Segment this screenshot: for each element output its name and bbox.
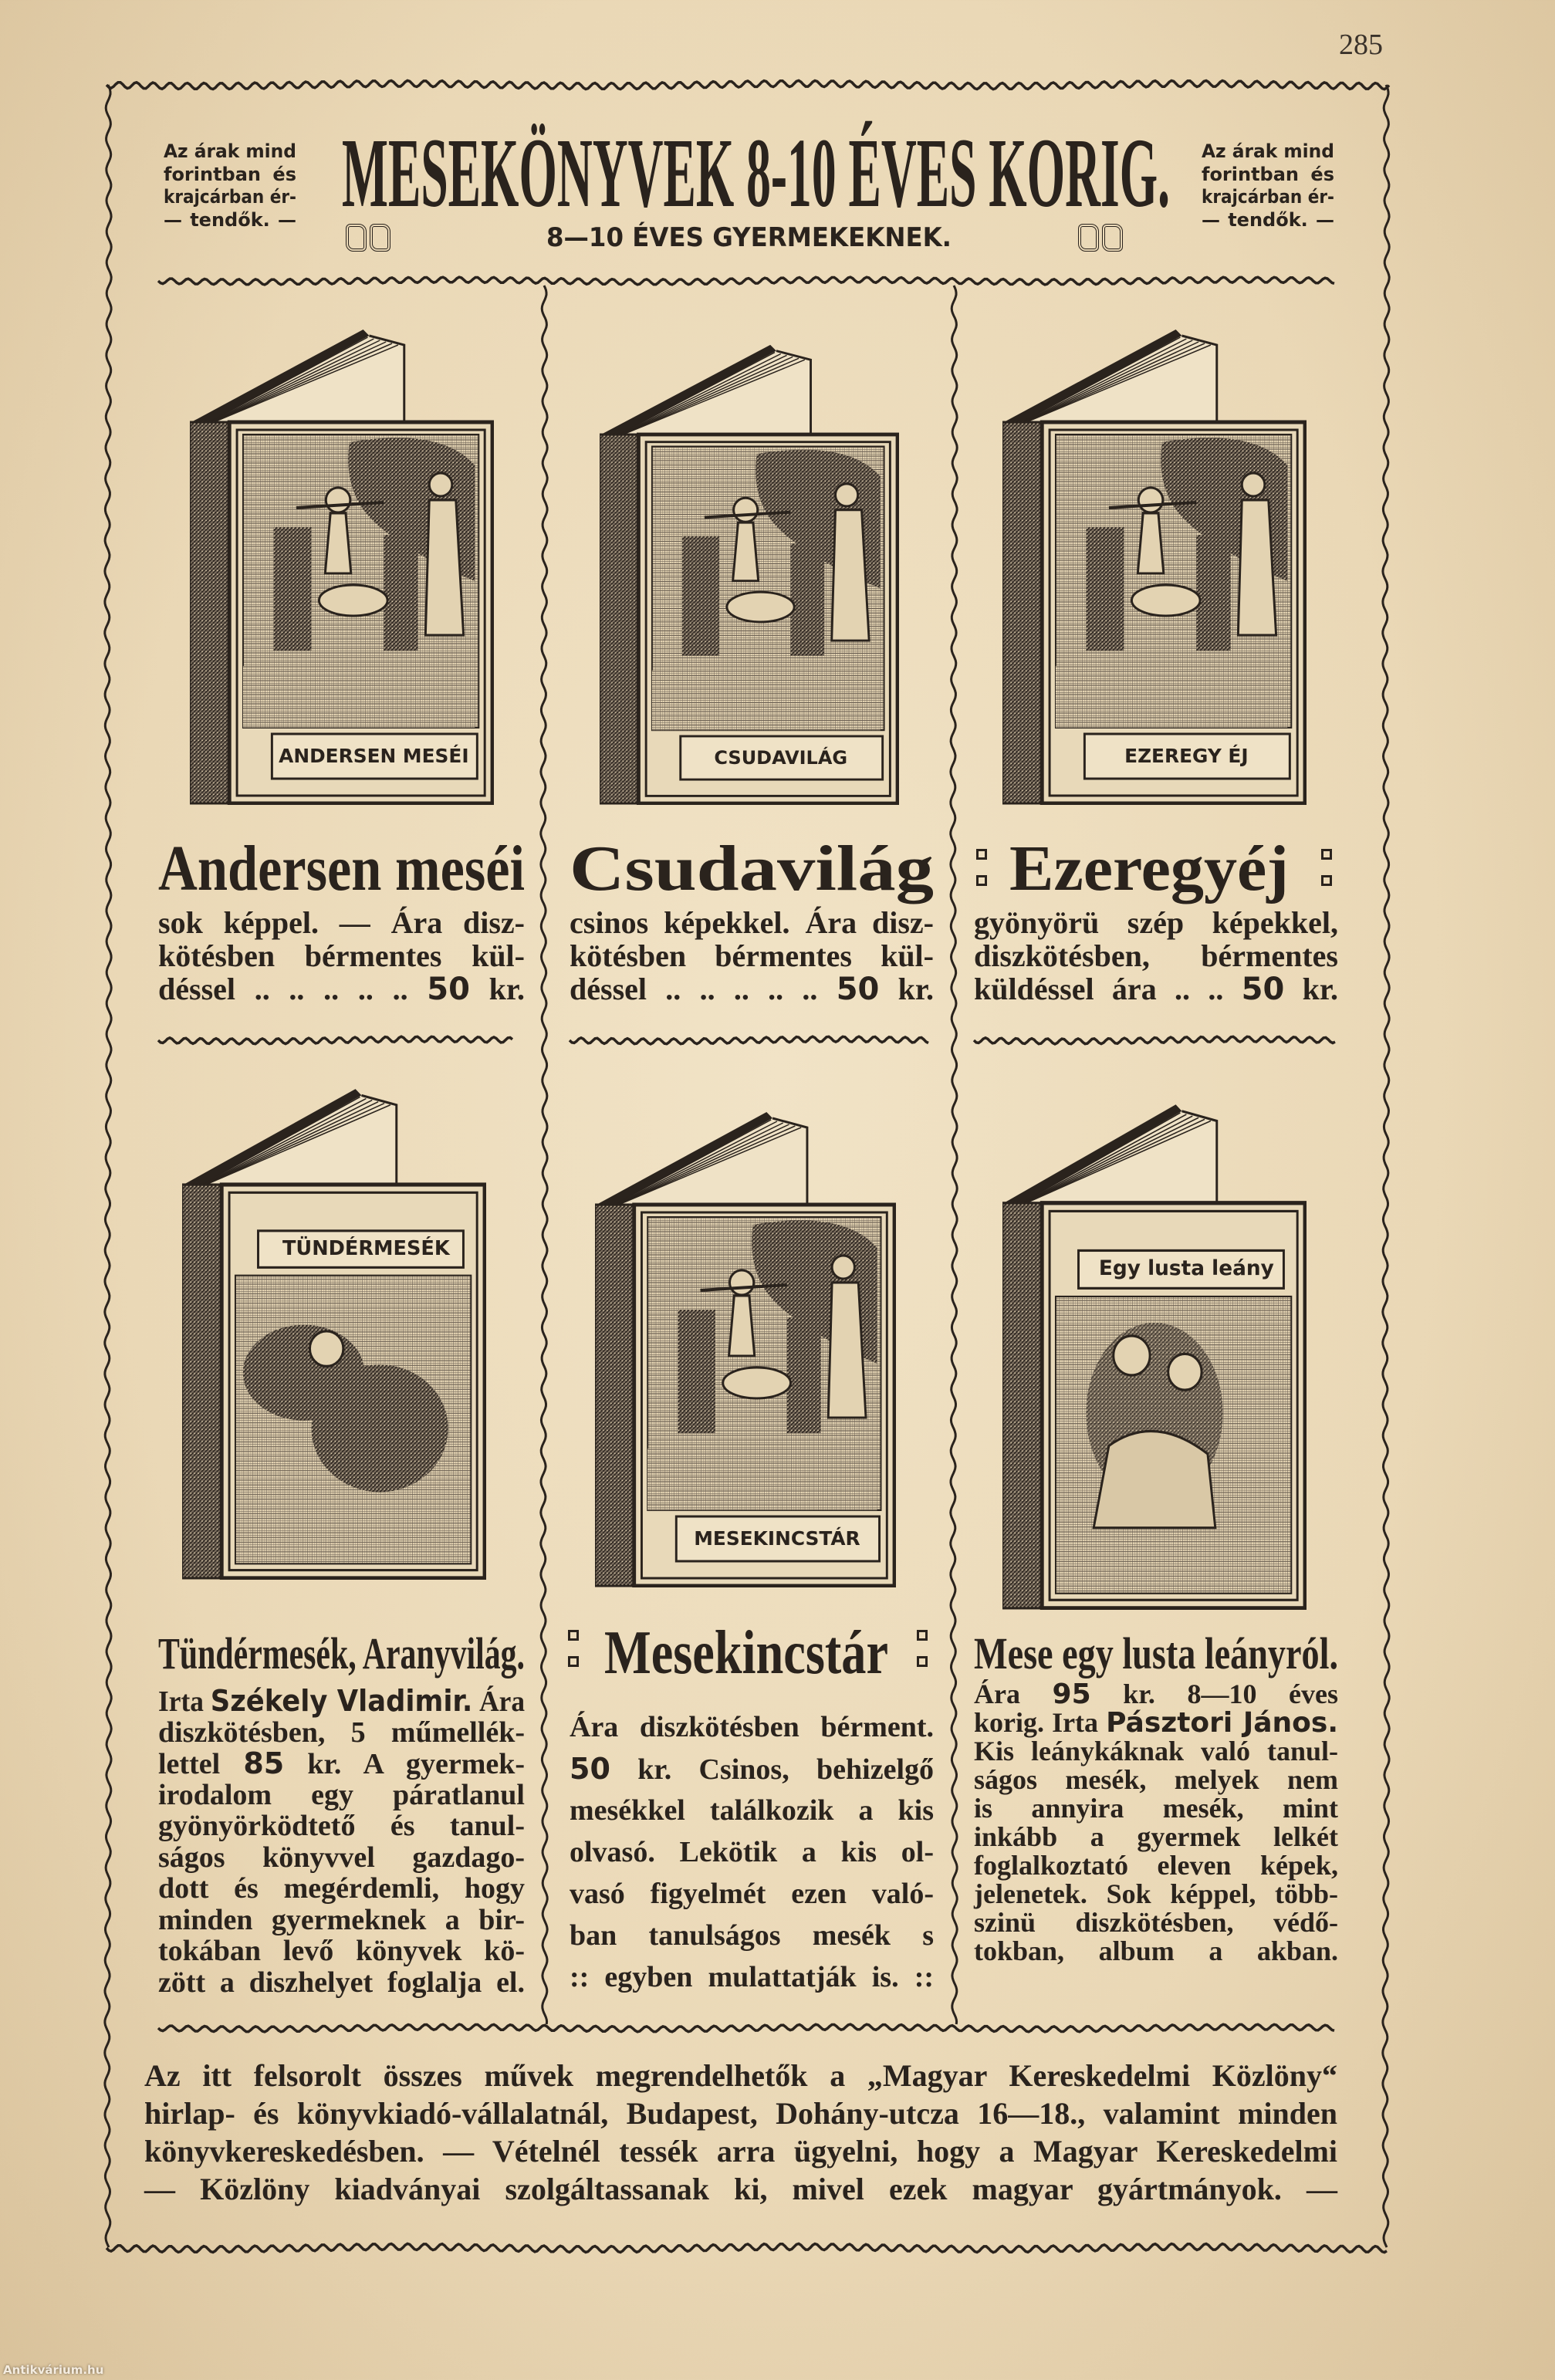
page-subtitle (546, 222, 952, 253)
book-description (158, 906, 525, 1006)
description-line: diszkötésben, bérmentes (974, 938, 1338, 973)
book-title (604, 1621, 888, 1685)
description-line: mesékkel találkozik a kis (570, 1794, 934, 1827)
description-line: küldéssel ára .. .. 50 kr. (974, 972, 1338, 1007)
description-line: korig. Irta Pásztori János. (974, 1707, 1339, 1739)
description-line: lettel 85 kr. A gyermek- (158, 1746, 526, 1780)
book-title-text: Csudavilág (570, 833, 934, 904)
row-divider-2 (570, 1036, 928, 1044)
description-line: ságos mesék, melyek nem (974, 1764, 1338, 1795)
description-line: kötésben bérmentes kül- (158, 938, 525, 973)
book-drawing (182, 1086, 486, 1580)
book-cover-illustration (1002, 326, 1307, 805)
cover-label (1090, 734, 1282, 779)
frame-bottom-border (106, 2243, 1387, 2252)
price-emphasis: Székely Vladimir. (210, 1684, 473, 1718)
cover-label-text: Egy lusta leány (1098, 1257, 1274, 1281)
description-line: Ára 95 kr. 8—10 éves (974, 1679, 1338, 1710)
book-title-text: Andersen meséi (158, 833, 525, 904)
row-divider-3 (974, 1036, 1335, 1044)
frame-left-border (105, 85, 111, 2247)
book-title-text: Mesekincstár (604, 1619, 888, 1687)
description-line: jelenetek. Sok képpel, több- (974, 1878, 1338, 1909)
cover-label-text: EZEREGY ÉJ (1124, 745, 1249, 767)
cover-label-text: CSUDAVILÁG (714, 746, 848, 769)
description-line: dott és megérdemli, hogy (158, 1872, 525, 1905)
description-line: déssel .. .. .. .. .. 50 kr. (570, 972, 935, 1007)
book-title (158, 1630, 525, 1677)
price-note-line: — tendők. — (1202, 208, 1334, 231)
cover-label (687, 736, 875, 779)
ordering-notice (144, 2057, 1337, 2208)
book-description (570, 906, 934, 1006)
description-line: diszkötésben, 5 műmellék- (158, 1716, 525, 1749)
cover-illustration-figures (1086, 1323, 1222, 1528)
description-line: szinü diszkötésben, védő- (974, 1907, 1338, 1938)
page-subtitle-text: 8—10 ÉVES GYERMEKEKNEK. (546, 222, 952, 253)
description-line: Irta Székely Vladimir. Ára (158, 1684, 525, 1718)
cover-label-text: ANDERSEN MESÉI (279, 745, 469, 767)
description-line: inkább a gyermek lelkét (974, 1821, 1338, 1852)
book-cover-illustration (182, 1086, 486, 1580)
book-description (570, 1706, 934, 1998)
frame-right-border (1383, 85, 1389, 2247)
price-note-line: krajcárban ér- (164, 186, 296, 208)
price-emphasis: Pásztori János. (1106, 1707, 1339, 1739)
cover-label-text: TÜNDÉRMESÉK (282, 1236, 450, 1260)
description-line: tokban, album a akban. (974, 1935, 1338, 1966)
price-note-line: — tendők. — (164, 208, 296, 231)
description-line: foglalkoztató eleven képek, (974, 1850, 1338, 1881)
description-line: sok képpel. — Ára disz- (158, 905, 525, 940)
row-divider-1 (158, 1036, 512, 1044)
description-line: gyönyörü szép képekkel, (974, 905, 1338, 940)
price-note-line: Az árak mind (1202, 140, 1334, 162)
price-emphasis: 50 (1241, 972, 1285, 1007)
description-line: zött a diszhelyet foglalja el. (158, 1966, 525, 1999)
ornament-square-icon (1321, 875, 1332, 886)
description-line: is annyira mesék, mint (974, 1793, 1338, 1824)
ornament-square-icon (917, 1656, 928, 1667)
header-divider (158, 277, 1334, 285)
book-drawing (1002, 1101, 1307, 1610)
description-line: ságos könyvvel gazdago- (158, 1841, 525, 1874)
price-emphasis: 85 (243, 1746, 285, 1780)
book-cover-illustration (1002, 1101, 1307, 1610)
book-title-text: Tündérmesék, Aranyvilág. (158, 1628, 525, 1679)
page-title (342, 118, 1170, 228)
ornament-icon (1078, 224, 1123, 252)
description-line: déssel .. .. .. .. .. 50 kr. (158, 972, 526, 1007)
book-description (974, 1680, 1338, 1966)
notice-line: Az itt felsorolt összes művek megrendelhetők a „Magyar Kereskedelmi Közlöny“ (144, 2058, 1337, 2093)
description-line: kötésben bérmentes kül- (570, 938, 934, 973)
description-line: Kis leánykáknak való tanul- (974, 1736, 1338, 1766)
book-cover-illustration (595, 1109, 896, 1587)
notice-line: — Közlöny kiadványai szolgáltassanak ki, mivel ezek magyar gyártmányok. — (144, 2172, 1337, 2206)
description-line: tokában levő könyvek kö- (158, 1935, 525, 1967)
book-spine (182, 1185, 221, 1578)
watermark: Antikvárium.hu (3, 2363, 104, 2377)
ornament-square-icon (568, 1656, 579, 1667)
description-line: :: egyben mulattatják is. :: (570, 1961, 934, 1993)
price-emphasis: 50 (427, 972, 470, 1007)
description-line: gyönyörködtető és tanul- (158, 1810, 525, 1842)
book-title (158, 835, 525, 903)
book-description (974, 906, 1338, 1006)
description-line: vasó figyelmét ezen való- (570, 1878, 934, 1910)
ornament-square-icon (976, 849, 987, 860)
cover-label (270, 1231, 461, 1267)
price-note-left (164, 140, 296, 232)
cover-label (682, 1516, 872, 1561)
description-line: csinos képekkel. Ára disz- (570, 905, 934, 940)
price-emphasis: 95 (1052, 1679, 1091, 1710)
ornament-square-icon (917, 1630, 928, 1641)
cover-label-text: MESEKINCSTÁR (694, 1527, 860, 1550)
price-note-line: krajcárban ér- (1202, 186, 1334, 208)
description-line: ban tanulságos mesék s (570, 1919, 934, 1952)
book-title (974, 1630, 1338, 1677)
cover-label (278, 734, 469, 779)
description-line: olvasó. Lekötik a kis ol- (570, 1836, 934, 1868)
cover-label (1090, 1250, 1282, 1288)
book-spine (1002, 422, 1042, 803)
book-spine (600, 434, 638, 803)
price-emphasis: 50 (836, 972, 880, 1007)
description-line: Ára diszkötésben bérment. (570, 1711, 934, 1743)
description-line: 50 kr. Csinos, behizelgő (570, 1752, 934, 1786)
ornament-icon (346, 224, 390, 252)
notice-line: könyvkereskedésben. — Vételnél tessék arra ügyelni, hogy a Magyar Kereskedelmi (144, 2134, 1337, 2169)
book-drawing (595, 1109, 896, 1587)
book-title-text: Ezeregyéj (1009, 833, 1289, 904)
frame-top-border (106, 80, 1389, 89)
ornament-square-icon (1321, 849, 1332, 860)
description-line: irodalom egy páratlanul (158, 1778, 525, 1811)
footer-divider (158, 2024, 1334, 2032)
column-divider-1 (541, 286, 547, 2024)
page-title-text: MESEKÖNYVEK 8-10 ÉVES KORIG. (342, 118, 1170, 228)
book-description (158, 1685, 525, 1998)
price-note-line: forintban és (1202, 163, 1334, 185)
book-spine (1002, 1203, 1042, 1608)
book-cover-illustration (190, 326, 494, 805)
book-title (1009, 835, 1289, 903)
page-number: 285 (1339, 29, 1383, 61)
ornament-square-icon (976, 875, 987, 886)
book-drawing (190, 326, 494, 805)
column-divider-2 (951, 286, 957, 2024)
book-title (570, 835, 934, 903)
book-drawing (1002, 326, 1307, 805)
book-spine (595, 1205, 634, 1586)
notice-line: hirlap- és könyvkiadó-vállalatnál, Budapest, Dohány-utcza 16—18., valamint minden (144, 2096, 1337, 2131)
description-line: minden gyermeknek a bir- (158, 1903, 525, 1936)
price-emphasis: 50 (570, 1752, 610, 1786)
ornament-square-icon (568, 1630, 579, 1641)
price-note-line: forintban és (164, 163, 296, 185)
book-title-text: Mese egy lusta leányról. (974, 1628, 1338, 1679)
price-note-right (1202, 140, 1334, 232)
price-note-line: Az árak mind (164, 140, 296, 162)
book-cover-illustration (600, 342, 899, 805)
book-spine (190, 422, 229, 803)
